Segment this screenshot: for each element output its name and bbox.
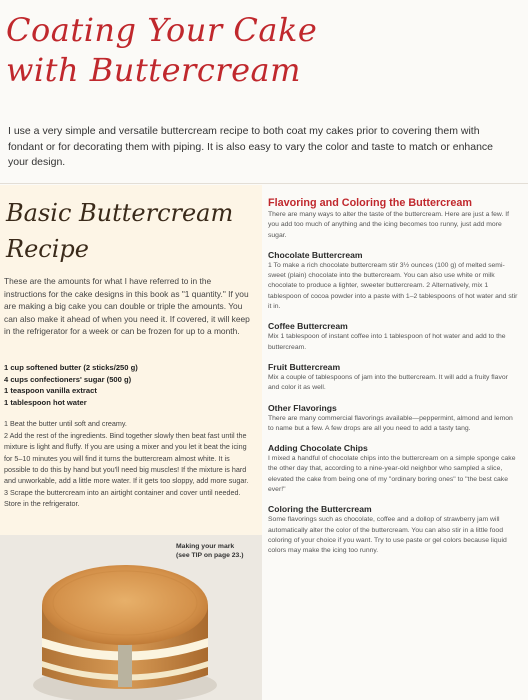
flavoring-intro: There are many ways to alter the taste of the buttercream. Here are just a few. If you add too much of anything and the icing becomes too runny, just add more sugar. <box>268 211 510 239</box>
ingredient-item: 4 cups confectioners' sugar (500 g) <box>4 374 132 384</box>
recipe-title-line-1: Basic Buttercream <box>6 199 234 227</box>
other-flavorings-text: There are many commercial flavorings available—peppermint, almond and lemon to name but a few. A few drops are all you need to add a tasty tang. <box>268 414 513 432</box>
page-title-line-2: with Buttercream <box>6 51 301 89</box>
ingredient-item: 1 teaspoon vanilla extract <box>4 386 97 396</box>
coffee-text: Mix 1 tablespoon of instant coffee into 1 tablespoon of hot water and add to the buttercream. <box>268 333 506 351</box>
recipe-description: These are the amounts for what I have referred to in the instructions for the cake designs in this book as "1 quantity." If you are making a big cake you can double or triple the amounts. You can also make it ahead of when you need it. If covered, it will keep in the refrigerator for a week or can be frozen for up to a month. <box>4 276 250 336</box>
flavoring-heading: Flavoring and Coloring the Buttercream <box>268 197 472 209</box>
fruit-text: Mix a couple of tablespoons of jam into the buttercream. It will add a fruity flavor and color it as well. <box>268 373 508 392</box>
photo-caption-line-1: Making your mark <box>176 543 235 550</box>
method-step: 1 Beat the butter until soft and creamy. <box>4 419 127 428</box>
flavoring-column <box>268 196 518 557</box>
chocolate-text: 1 To make a rich chocolate buttercream stir 3½ ounces (100 g) of melted semi-sweet (plain) chocolate into the buttercream. You can also use white or milk chocolate to produce a lighter, sweeter buttercream. 2 Alternatively, mix 1 tablespoon of cocoa powder into a paste with 1–2 tablespoons of hot water and stir it in. <box>268 261 518 311</box>
coffee-heading: Coffee Buttercream <box>268 321 348 332</box>
section-divider <box>0 183 528 184</box>
ingredients-list <box>4 362 254 408</box>
recipe-title <box>6 195 256 267</box>
recipe-title-line-2: Recipe <box>6 235 89 263</box>
coloring-text: Some flavorings such as chocolate, coffee and a dollop of strawberry jam will automatically alter the color of the buttercream. You can also stir in a little food coloring of your choice if you want. Try to use paste or gel colors because liquid colors may make the icing too runny. <box>268 516 507 555</box>
chocolate-chips-text: I mixed a handful of chocolate chips into the buttercream on a simple sponge cake the other day that, according to a nine-year-old neighbor who sampled a slice, elevated the cake from being one of my "ordinary boring ones" to "the best cake ever!" <box>268 455 516 494</box>
method-step: 3 Scrape the buttercream into an airtight container and cover until needed. Store in the refrigerator. <box>4 488 241 509</box>
intro-paragraph: I use a very simple and versatile buttercream recipe to both coat my cakes prior to covering them with fondant or for decorating them with piping. It is also easy to vary the color and taste to match or enhance your design. <box>8 125 494 168</box>
page-title <box>6 10 406 90</box>
page-title-line-1: Coating Your Cake <box>6 11 318 49</box>
method-step: 2 Add the rest of the ingredients. Bind together slowly then beat fast until the mixture is light and fluffy. If you are using a mixer and you let it beat the icing for 5–10 minutes you will find it turns the buttercream almost white. It is possible to do this by hand but you'll need big muscles! If the mixture is hard and unworkable, add a little more water. If it gets too sloppy, add more sugar. <box>4 431 249 486</box>
ingredient-item: 1 tablespoon hot water <box>4 397 87 407</box>
chocolate-chips-heading: Adding Chocolate Chips <box>268 443 368 454</box>
photo-caption-line-2: (see TIP on page 23.) <box>176 551 244 559</box>
coloring-heading: Coloring the Buttercream <box>268 504 372 515</box>
chocolate-heading: Chocolate Buttercream <box>268 249 363 260</box>
ingredient-item: 1 cup softened butter (2 sticks/250 g) <box>4 363 138 372</box>
fruit-heading: Fruit Buttercream <box>268 361 341 372</box>
method-steps <box>4 418 256 511</box>
photo-caption <box>176 543 262 560</box>
other-flavorings-heading: Other Flavorings <box>268 402 337 413</box>
